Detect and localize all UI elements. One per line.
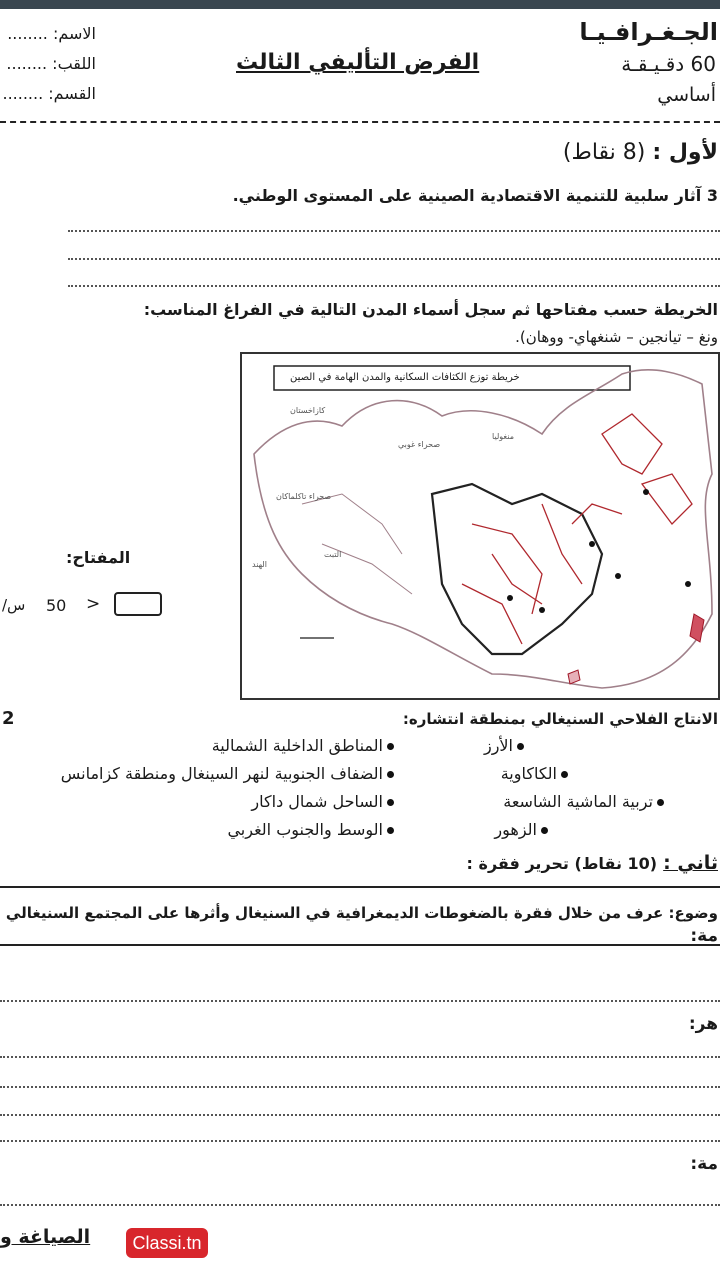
key-label: المفتاح: [66, 548, 131, 567]
subject-title: الجـغـرافـيـا [579, 18, 718, 46]
part1-heading [563, 140, 718, 165]
map-label: صحراء غوبي [398, 440, 441, 449]
part1-heading-text: لأول : [652, 140, 718, 165]
product-item: تربية الماشية الشاسعة [503, 792, 664, 811]
form-label: الصياغة و [0, 1226, 91, 1248]
question-2-cities: ونغ – تيانجين – شنغهاي- ووهان). [515, 328, 718, 346]
answer-line [0, 1114, 720, 1116]
bullet-icon [387, 827, 394, 834]
bullet-icon [561, 771, 568, 778]
part1-points: (8 نقاط) [562, 140, 646, 165]
exam-title: الفرض التأليفي الثالث [236, 50, 480, 75]
part2-points: (10 نقاط) تحرير فقرة : [466, 854, 658, 873]
product-item: الكاكاوية [501, 764, 568, 783]
name-field: الاسم: ........ [7, 24, 96, 43]
bullet-icon [387, 743, 394, 750]
answer-line [0, 1140, 720, 1142]
map-label: منغوليا [492, 432, 514, 441]
key-unit: س/ [2, 596, 26, 614]
question-3: الانتاج الفلاحي السنيغالي بمنطقة انتشاره: [402, 710, 718, 728]
bullet-icon [517, 743, 524, 750]
region-item: المناطق الداخلية الشمالية [212, 736, 394, 755]
map-label: كازاخستان [290, 406, 326, 415]
answer-line [0, 1204, 720, 1206]
topic-box-bottom [0, 944, 720, 946]
key-symbol: < [86, 594, 101, 614]
conclusion-label: مة: [690, 1154, 718, 1174]
product-item: الأرز [484, 736, 524, 755]
answer-line [0, 1000, 720, 1002]
answer-line [68, 230, 720, 232]
region-item: الوسط والجنوب الغربي [227, 820, 394, 839]
answer-line [68, 285, 720, 287]
key-box [114, 592, 162, 616]
bullet-icon [541, 827, 548, 834]
key-value: 50 [46, 596, 67, 615]
question-2: الخريطة حسب مفتاحها ثم سجل أسماء المدن التالية في الفراغ المناسب: [143, 300, 718, 319]
class-field: القسم: ........ [2, 84, 96, 103]
map-title: خريطة توزع الكثافات السكانية والمدن الهامة في الصين [290, 372, 520, 383]
china-density-map [240, 352, 720, 700]
product-item: الزهور [494, 820, 548, 839]
answer-line [0, 1056, 720, 1058]
classi-watermark-badge[interactable]: Classi.tn [126, 1228, 208, 1258]
answer-line [0, 1086, 720, 1088]
body-label: هر: [688, 1014, 718, 1034]
topic-box-top [0, 886, 720, 888]
surname-field: اللقب: ........ [6, 54, 96, 73]
answer-line [68, 258, 720, 260]
question-3-number: 2 [2, 708, 15, 729]
region-item: الضفاف الجنوبية لنهر السينغال ومنطقة كزامانس [61, 764, 394, 783]
duration-label: 60 دقـيـقـة [621, 52, 716, 76]
bullet-icon [657, 799, 664, 806]
bullet-icon [387, 771, 394, 778]
map-label: التبت [324, 550, 342, 559]
map-label: صحراء تاكلماكان [276, 492, 332, 501]
map-label: الهند [252, 560, 267, 569]
level-label: أساسي [657, 84, 716, 106]
part2-heading [467, 852, 718, 874]
essay-topic: وضوع: عرف من خلال فقرة بالضغوطات الديمغرافية في السنيغال وأثرها على المجتمع السنيغالي [5, 904, 718, 922]
part2-heading-text: ثاني : [663, 852, 718, 874]
region-item: الساحل شمال داكار [251, 792, 394, 811]
bullet-icon [387, 799, 394, 806]
header-divider [0, 121, 720, 123]
intro-label: مة: [690, 926, 718, 946]
top-bar [0, 0, 720, 9]
question-1: 3 آثار سلبية للتنمية الاقتصادية الصينية على المستوى الوطني. [232, 186, 718, 205]
